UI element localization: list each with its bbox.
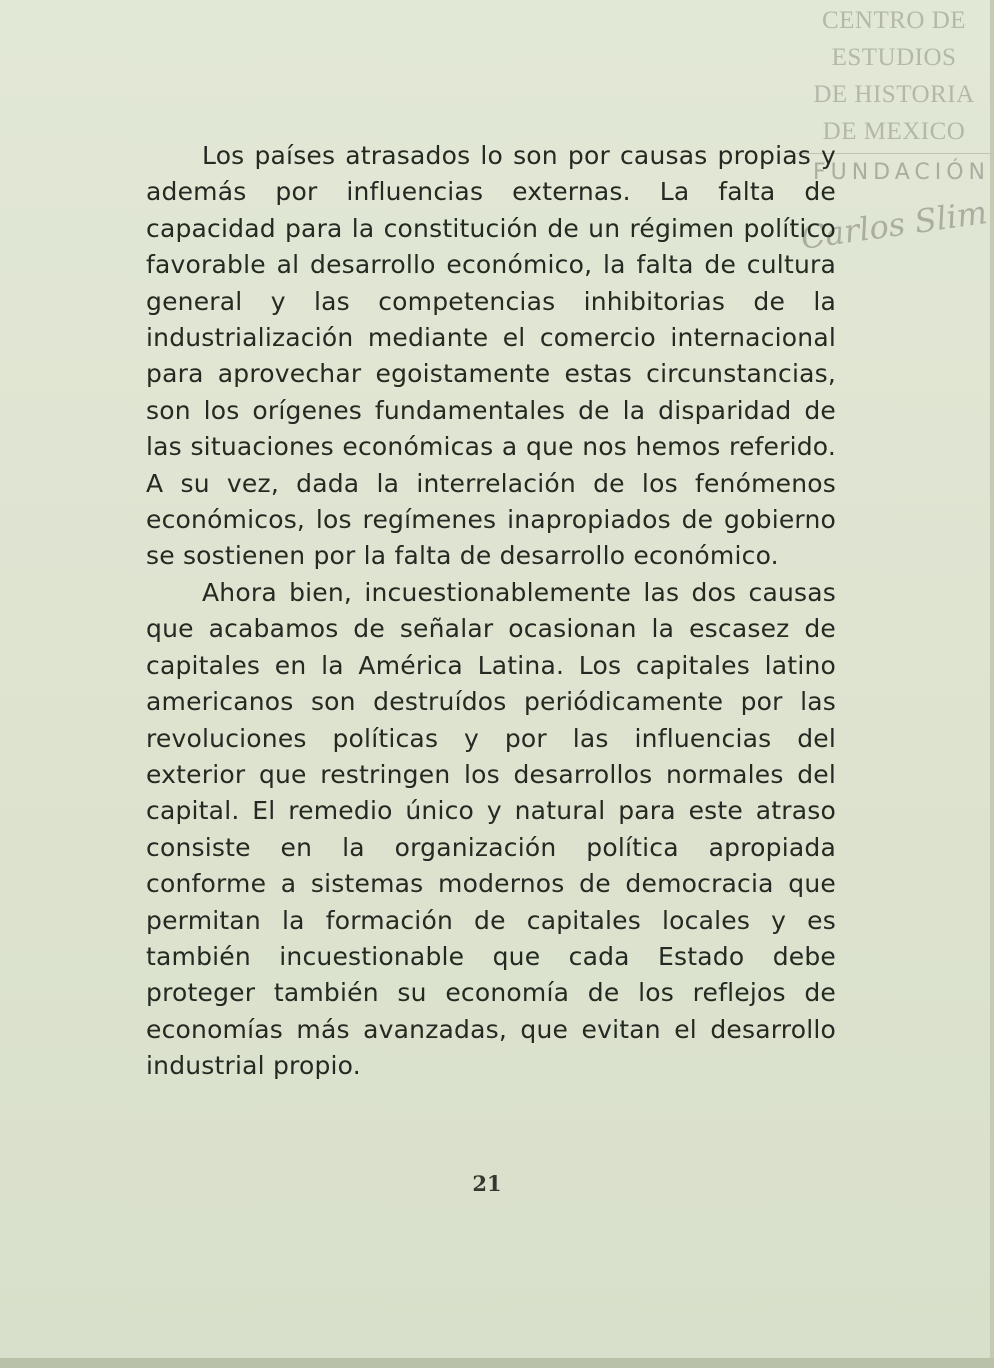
watermark-line: DE HISTORIA: [813, 81, 975, 108]
watermark-line: DE MEXICO: [822, 118, 966, 145]
page-bottom-edge: [0, 1358, 994, 1368]
archive-watermark: [794, 0, 994, 150]
paragraph: Los países atrasados lo son por causas propias y además por influencias externas. La falta de capacidad para la constitución de un régimen político favorable al desarrollo económico, la falta de cultura general y las competencias inhibitorias de la industrialización mediante el comercio internacional para aprovechar egoistamente estas circunstancias, son los orígenes fundamentales de la disparidad de las situaciones económicas a que nos hemos referido. A su vez, dada la interrelación de los fenómenos económicos, los regímenes inapropiados de gobierno se sostienen por la falta de desarrollo económico.: [146, 141, 836, 571]
watermark-signature: Carlos Slim: [798, 193, 990, 257]
paragraph: Ahora bien, incuestionablemente las dos causas que acabamos de señalar ocasionan la escasez de capitales en la América Latina. Los capitales latino americanos son destruídos periódicamente por las revoluciones políticas y por las influencias del exterior que restringen los desarrollos normales del capital. El remedio único y natural para este atraso consiste en la organización política apropiada conforme a sistemas modernos de democracia que permitan la formación de capitales locales y es también incuestionable que cada Estado debe proteger también su economía de los reflejos de economías más avanzadas, que evitan el desarrollo industrial propio.: [146, 577, 836, 1081]
watermark-line: ESTUDIOS: [831, 44, 957, 71]
watermark-line: CENTRO DE: [821, 7, 967, 34]
watermark-fundacion: FUNDACIÓN: [812, 160, 990, 185]
page-edge-shadow: [990, 0, 994, 1368]
body-text: [146, 138, 836, 1085]
page-number: 21: [472, 1171, 502, 1196]
